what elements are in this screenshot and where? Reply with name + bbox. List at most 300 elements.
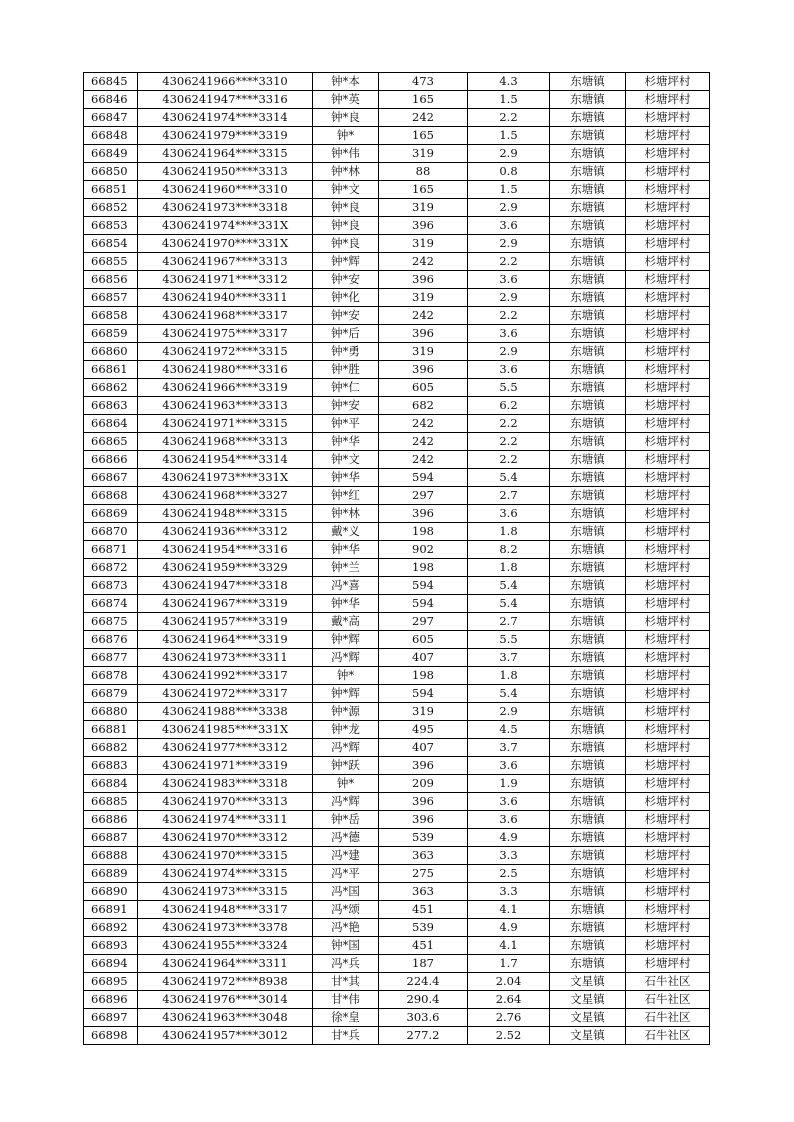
row-number-cell: 66877 [84, 649, 138, 667]
name-cell: 钟*安 [313, 397, 379, 415]
area-cell: 2.2 [468, 451, 550, 469]
table-row [84, 793, 710, 811]
area-cell: 2.52 [468, 1027, 550, 1045]
table-row [84, 847, 710, 865]
table-row [84, 487, 710, 505]
village-cell: 杉塘坪村 [626, 271, 710, 289]
row-number-cell: 66872 [84, 559, 138, 577]
area-cell: 2.2 [468, 307, 550, 325]
amount-cell: 242 [379, 451, 468, 469]
village-cell: 杉塘坪村 [626, 667, 710, 685]
id-number-cell: 4306241960****3310 [138, 181, 313, 199]
amount-cell: 396 [379, 811, 468, 829]
village-cell: 杉塘坪村 [626, 685, 710, 703]
area-cell: 2.9 [468, 145, 550, 163]
table-row [84, 685, 710, 703]
row-number-cell: 66881 [84, 721, 138, 739]
area-cell: 4.9 [468, 829, 550, 847]
table-row [84, 703, 710, 721]
amount-cell: 363 [379, 847, 468, 865]
row-number-cell: 66860 [84, 343, 138, 361]
table-row [84, 883, 710, 901]
amount-cell: 88 [379, 163, 468, 181]
id-number-cell: 4306241964****3315 [138, 145, 313, 163]
id-number-cell: 4306241976****3014 [138, 991, 313, 1009]
name-cell: 钟* [313, 775, 379, 793]
town-cell: 东塘镇 [550, 199, 626, 217]
table-row [84, 127, 710, 145]
town-cell: 东塘镇 [550, 577, 626, 595]
town-cell: 东塘镇 [550, 847, 626, 865]
town-cell: 东塘镇 [550, 793, 626, 811]
amount-cell: 290.4 [379, 991, 468, 1009]
table-row [84, 577, 710, 595]
village-cell: 杉塘坪村 [626, 325, 710, 343]
row-number-cell: 66858 [84, 307, 138, 325]
table-row [84, 775, 710, 793]
name-cell: 钟*华 [313, 541, 379, 559]
town-cell: 东塘镇 [550, 505, 626, 523]
name-cell: 甘*伟 [313, 991, 379, 1009]
table-row [84, 757, 710, 775]
village-cell: 杉塘坪村 [626, 343, 710, 361]
village-cell: 杉塘坪村 [626, 91, 710, 109]
amount-cell: 187 [379, 955, 468, 973]
area-cell: 5.5 [468, 379, 550, 397]
id-number-cell: 4306241948****3315 [138, 505, 313, 523]
town-cell: 东塘镇 [550, 721, 626, 739]
table-row [84, 163, 710, 181]
area-cell: 1.8 [468, 523, 550, 541]
table-row [84, 865, 710, 883]
town-cell: 东塘镇 [550, 181, 626, 199]
area-cell: 2.5 [468, 865, 550, 883]
area-cell: 1.9 [468, 775, 550, 793]
area-cell: 2.76 [468, 1009, 550, 1027]
row-number-cell: 66880 [84, 703, 138, 721]
area-cell: 8.2 [468, 541, 550, 559]
village-cell: 杉塘坪村 [626, 145, 710, 163]
name-cell: 钟*仁 [313, 379, 379, 397]
amount-cell: 242 [379, 415, 468, 433]
table-row [84, 955, 710, 973]
id-number-cell: 4306241936****3312 [138, 523, 313, 541]
amount-cell: 407 [379, 649, 468, 667]
table-row [84, 73, 710, 91]
name-cell: 冯*建 [313, 847, 379, 865]
table-row [84, 1027, 710, 1045]
id-number-cell: 4306241973****3311 [138, 649, 313, 667]
amount-cell: 319 [379, 343, 468, 361]
table-row [84, 523, 710, 541]
table-row [84, 829, 710, 847]
row-number-cell: 66875 [84, 613, 138, 631]
amount-cell: 165 [379, 127, 468, 145]
village-cell: 杉塘坪村 [626, 613, 710, 631]
name-cell: 钟*林 [313, 163, 379, 181]
row-number-cell: 66885 [84, 793, 138, 811]
id-number-cell: 4306241940****3311 [138, 289, 313, 307]
area-cell: 3.6 [468, 757, 550, 775]
name-cell: 钟*勇 [313, 343, 379, 361]
village-cell: 杉塘坪村 [626, 793, 710, 811]
town-cell: 东塘镇 [550, 451, 626, 469]
village-cell: 杉塘坪村 [626, 199, 710, 217]
name-cell: 冯*国 [313, 883, 379, 901]
name-cell: 戴*义 [313, 523, 379, 541]
row-number-cell: 66850 [84, 163, 138, 181]
amount-cell: 319 [379, 145, 468, 163]
village-cell: 杉塘坪村 [626, 955, 710, 973]
id-number-cell: 4306241977****3312 [138, 739, 313, 757]
town-cell: 东塘镇 [550, 127, 626, 145]
village-cell: 杉塘坪村 [626, 559, 710, 577]
row-number-cell: 66849 [84, 145, 138, 163]
table-row [84, 901, 710, 919]
amount-cell: 209 [379, 775, 468, 793]
area-cell: 3.6 [468, 793, 550, 811]
id-number-cell: 4306241957****3012 [138, 1027, 313, 1045]
amount-cell: 605 [379, 379, 468, 397]
village-cell: 杉塘坪村 [626, 901, 710, 919]
row-number-cell: 66891 [84, 901, 138, 919]
town-cell: 东塘镇 [550, 469, 626, 487]
table-row [84, 919, 710, 937]
town-cell: 东塘镇 [550, 253, 626, 271]
town-cell: 东塘镇 [550, 343, 626, 361]
id-number-cell: 4306241971****3312 [138, 271, 313, 289]
id-number-cell: 4306241972****3317 [138, 685, 313, 703]
row-number-cell: 66845 [84, 73, 138, 91]
town-cell: 东塘镇 [550, 811, 626, 829]
village-cell: 杉塘坪村 [626, 289, 710, 307]
amount-cell: 407 [379, 739, 468, 757]
village-cell: 石牛社区 [626, 991, 710, 1009]
table-row [84, 415, 710, 433]
area-cell: 1.5 [468, 91, 550, 109]
area-cell: 3.6 [468, 811, 550, 829]
table-row [84, 271, 710, 289]
row-number-cell: 66851 [84, 181, 138, 199]
area-cell: 5.4 [468, 469, 550, 487]
amount-cell: 396 [379, 271, 468, 289]
id-number-cell: 4306241954****3316 [138, 541, 313, 559]
amount-cell: 224.4 [379, 973, 468, 991]
row-number-cell: 66866 [84, 451, 138, 469]
table-row [84, 595, 710, 613]
table-row [84, 937, 710, 955]
amount-cell: 275 [379, 865, 468, 883]
table-row [84, 721, 710, 739]
area-cell: 1.5 [468, 127, 550, 145]
village-cell: 杉塘坪村 [626, 361, 710, 379]
id-number-cell: 4306241948****3317 [138, 901, 313, 919]
amount-cell: 396 [379, 217, 468, 235]
row-number-cell: 66854 [84, 235, 138, 253]
row-number-cell: 66855 [84, 253, 138, 271]
amount-cell: 297 [379, 487, 468, 505]
town-cell: 东塘镇 [550, 307, 626, 325]
village-cell: 杉塘坪村 [626, 919, 710, 937]
row-number-cell: 66861 [84, 361, 138, 379]
name-cell: 钟*龙 [313, 721, 379, 739]
town-cell: 东塘镇 [550, 433, 626, 451]
town-cell: 东塘镇 [550, 955, 626, 973]
row-number-cell: 66847 [84, 109, 138, 127]
id-number-cell: 4306241967****3313 [138, 253, 313, 271]
amount-cell: 303.6 [379, 1009, 468, 1027]
row-number-cell: 66865 [84, 433, 138, 451]
row-number-cell: 66863 [84, 397, 138, 415]
row-number-cell: 66873 [84, 577, 138, 595]
id-number-cell: 4306241968****3317 [138, 307, 313, 325]
table-row [84, 505, 710, 523]
village-cell: 杉塘坪村 [626, 523, 710, 541]
town-cell: 东塘镇 [550, 217, 626, 235]
village-cell: 杉塘坪村 [626, 847, 710, 865]
name-cell: 钟*平 [313, 415, 379, 433]
town-cell: 东塘镇 [550, 541, 626, 559]
row-number-cell: 66887 [84, 829, 138, 847]
id-number-cell: 4306241971****3319 [138, 757, 313, 775]
row-number-cell: 66874 [84, 595, 138, 613]
amount-cell: 605 [379, 631, 468, 649]
row-number-cell: 66897 [84, 1009, 138, 1027]
row-number-cell: 66867 [84, 469, 138, 487]
id-number-cell: 4306241973****3378 [138, 919, 313, 937]
area-cell: 3.3 [468, 847, 550, 865]
table-row [84, 397, 710, 415]
amount-cell: 594 [379, 685, 468, 703]
row-number-cell: 66862 [84, 379, 138, 397]
area-cell: 2.9 [468, 199, 550, 217]
name-cell: 钟*良 [313, 199, 379, 217]
name-cell: 钟*文 [313, 451, 379, 469]
village-cell: 石牛社区 [626, 1027, 710, 1045]
amount-cell: 242 [379, 433, 468, 451]
amount-cell: 396 [379, 325, 468, 343]
name-cell: 冯*兵 [313, 955, 379, 973]
id-number-cell: 4306241974****3311 [138, 811, 313, 829]
id-number-cell: 4306241966****3310 [138, 73, 313, 91]
table-row [84, 451, 710, 469]
row-number-cell: 66879 [84, 685, 138, 703]
area-cell: 5.5 [468, 631, 550, 649]
name-cell: 钟*胜 [313, 361, 379, 379]
area-cell: 2.9 [468, 703, 550, 721]
table-row [84, 109, 710, 127]
name-cell: 钟*华 [313, 595, 379, 613]
row-number-cell: 66886 [84, 811, 138, 829]
area-cell: 1.7 [468, 955, 550, 973]
village-cell: 杉塘坪村 [626, 127, 710, 145]
name-cell: 钟*辉 [313, 685, 379, 703]
village-cell: 杉塘坪村 [626, 109, 710, 127]
amount-cell: 198 [379, 523, 468, 541]
amount-cell: 495 [379, 721, 468, 739]
name-cell: 钟*安 [313, 307, 379, 325]
amount-cell: 297 [379, 613, 468, 631]
area-cell: 2.2 [468, 415, 550, 433]
town-cell: 东塘镇 [550, 73, 626, 91]
table-row [84, 1009, 710, 1027]
row-number-cell: 66846 [84, 91, 138, 109]
id-number-cell: 4306241947****3318 [138, 577, 313, 595]
amount-cell: 451 [379, 937, 468, 955]
id-number-cell: 4306241972****3315 [138, 343, 313, 361]
amount-cell: 319 [379, 703, 468, 721]
town-cell: 东塘镇 [550, 397, 626, 415]
row-number-cell: 66882 [84, 739, 138, 757]
id-number-cell: 4306241970****3315 [138, 847, 313, 865]
name-cell: 钟*辉 [313, 253, 379, 271]
village-cell: 石牛社区 [626, 1009, 710, 1027]
row-number-cell: 66852 [84, 199, 138, 217]
name-cell: 钟*跃 [313, 757, 379, 775]
table-row [84, 91, 710, 109]
area-cell: 3.3 [468, 883, 550, 901]
village-cell: 杉塘坪村 [626, 469, 710, 487]
town-cell: 东塘镇 [550, 559, 626, 577]
village-cell: 杉塘坪村 [626, 703, 710, 721]
row-number-cell: 66878 [84, 667, 138, 685]
area-cell: 3.6 [468, 217, 550, 235]
amount-cell: 242 [379, 109, 468, 127]
table-row [84, 613, 710, 631]
row-number-cell: 66853 [84, 217, 138, 235]
town-cell: 东塘镇 [550, 937, 626, 955]
town-cell: 东塘镇 [550, 757, 626, 775]
id-number-cell: 4306241980****3316 [138, 361, 313, 379]
row-number-cell: 66890 [84, 883, 138, 901]
name-cell: 甘*其 [313, 973, 379, 991]
name-cell: 钟*良 [313, 109, 379, 127]
area-cell: 5.4 [468, 685, 550, 703]
id-number-cell: 4306241970****3312 [138, 829, 313, 847]
name-cell: 钟*后 [313, 325, 379, 343]
amount-cell: 539 [379, 919, 468, 937]
village-cell: 杉塘坪村 [626, 937, 710, 955]
name-cell: 钟*本 [313, 73, 379, 91]
town-cell: 东塘镇 [550, 487, 626, 505]
amount-cell: 396 [379, 793, 468, 811]
table-row [84, 307, 710, 325]
id-number-cell: 4306241983****3318 [138, 775, 313, 793]
town-cell: 东塘镇 [550, 109, 626, 127]
town-cell: 东塘镇 [550, 685, 626, 703]
area-cell: 3.7 [468, 649, 550, 667]
village-cell: 杉塘坪村 [626, 433, 710, 451]
name-cell: 钟*源 [313, 703, 379, 721]
name-cell: 钟*文 [313, 181, 379, 199]
village-cell: 杉塘坪村 [626, 73, 710, 91]
village-cell: 杉塘坪村 [626, 865, 710, 883]
area-cell: 4.1 [468, 901, 550, 919]
id-number-cell: 4306241963****3313 [138, 397, 313, 415]
id-number-cell: 4306241972****8938 [138, 973, 313, 991]
name-cell: 冯*颂 [313, 901, 379, 919]
area-cell: 2.04 [468, 973, 550, 991]
table-row [84, 973, 710, 991]
amount-cell: 539 [379, 829, 468, 847]
amount-cell: 198 [379, 559, 468, 577]
table-row [84, 253, 710, 271]
village-cell: 杉塘坪村 [626, 883, 710, 901]
village-cell: 杉塘坪村 [626, 163, 710, 181]
id-number-cell: 4306241971****3315 [138, 415, 313, 433]
village-cell: 杉塘坪村 [626, 253, 710, 271]
name-cell: 冯*辉 [313, 793, 379, 811]
id-number-cell: 4306241973****331X [138, 469, 313, 487]
name-cell: 钟*英 [313, 91, 379, 109]
row-number-cell: 66893 [84, 937, 138, 955]
id-number-cell: 4306241964****3319 [138, 631, 313, 649]
table-row [84, 433, 710, 451]
table-row [84, 811, 710, 829]
name-cell: 冯*辉 [313, 739, 379, 757]
name-cell: 钟*华 [313, 469, 379, 487]
village-cell: 杉塘坪村 [626, 415, 710, 433]
town-cell: 东塘镇 [550, 361, 626, 379]
table-row [84, 631, 710, 649]
table-row [84, 541, 710, 559]
name-cell: 戴*高 [313, 613, 379, 631]
town-cell: 东塘镇 [550, 379, 626, 397]
village-cell: 杉塘坪村 [626, 379, 710, 397]
table-row [84, 667, 710, 685]
amount-cell: 242 [379, 307, 468, 325]
area-cell: 1.5 [468, 181, 550, 199]
amount-cell: 473 [379, 73, 468, 91]
id-number-cell: 4306241964****3311 [138, 955, 313, 973]
area-cell: 2.7 [468, 487, 550, 505]
row-number-cell: 66894 [84, 955, 138, 973]
village-cell: 杉塘坪村 [626, 235, 710, 253]
town-cell: 文星镇 [550, 1027, 626, 1045]
area-cell: 3.6 [468, 505, 550, 523]
row-number-cell: 66884 [84, 775, 138, 793]
area-cell: 2.2 [468, 109, 550, 127]
row-number-cell: 66895 [84, 973, 138, 991]
row-number-cell: 66870 [84, 523, 138, 541]
table-row [84, 361, 710, 379]
town-cell: 文星镇 [550, 991, 626, 1009]
town-cell: 东塘镇 [550, 829, 626, 847]
name-cell: 钟*良 [313, 217, 379, 235]
name-cell: 徐*皇 [313, 1009, 379, 1027]
town-cell: 东塘镇 [550, 271, 626, 289]
town-cell: 文星镇 [550, 973, 626, 991]
table-row [84, 739, 710, 757]
id-number-cell: 4306241975****3317 [138, 325, 313, 343]
amount-cell: 363 [379, 883, 468, 901]
name-cell: 钟* [313, 127, 379, 145]
village-cell: 杉塘坪村 [626, 307, 710, 325]
table-row [84, 469, 710, 487]
amount-cell: 277.2 [379, 1027, 468, 1045]
id-number-cell: 4306241957****3319 [138, 613, 313, 631]
row-number-cell: 66888 [84, 847, 138, 865]
table-row [84, 343, 710, 361]
amount-cell: 319 [379, 289, 468, 307]
area-cell: 3.6 [468, 361, 550, 379]
name-cell: 钟*化 [313, 289, 379, 307]
row-number-cell: 66864 [84, 415, 138, 433]
id-number-cell: 4306241966****3319 [138, 379, 313, 397]
area-cell: 3.6 [468, 325, 550, 343]
name-cell: 钟*林 [313, 505, 379, 523]
id-number-cell: 4306241947****3316 [138, 91, 313, 109]
